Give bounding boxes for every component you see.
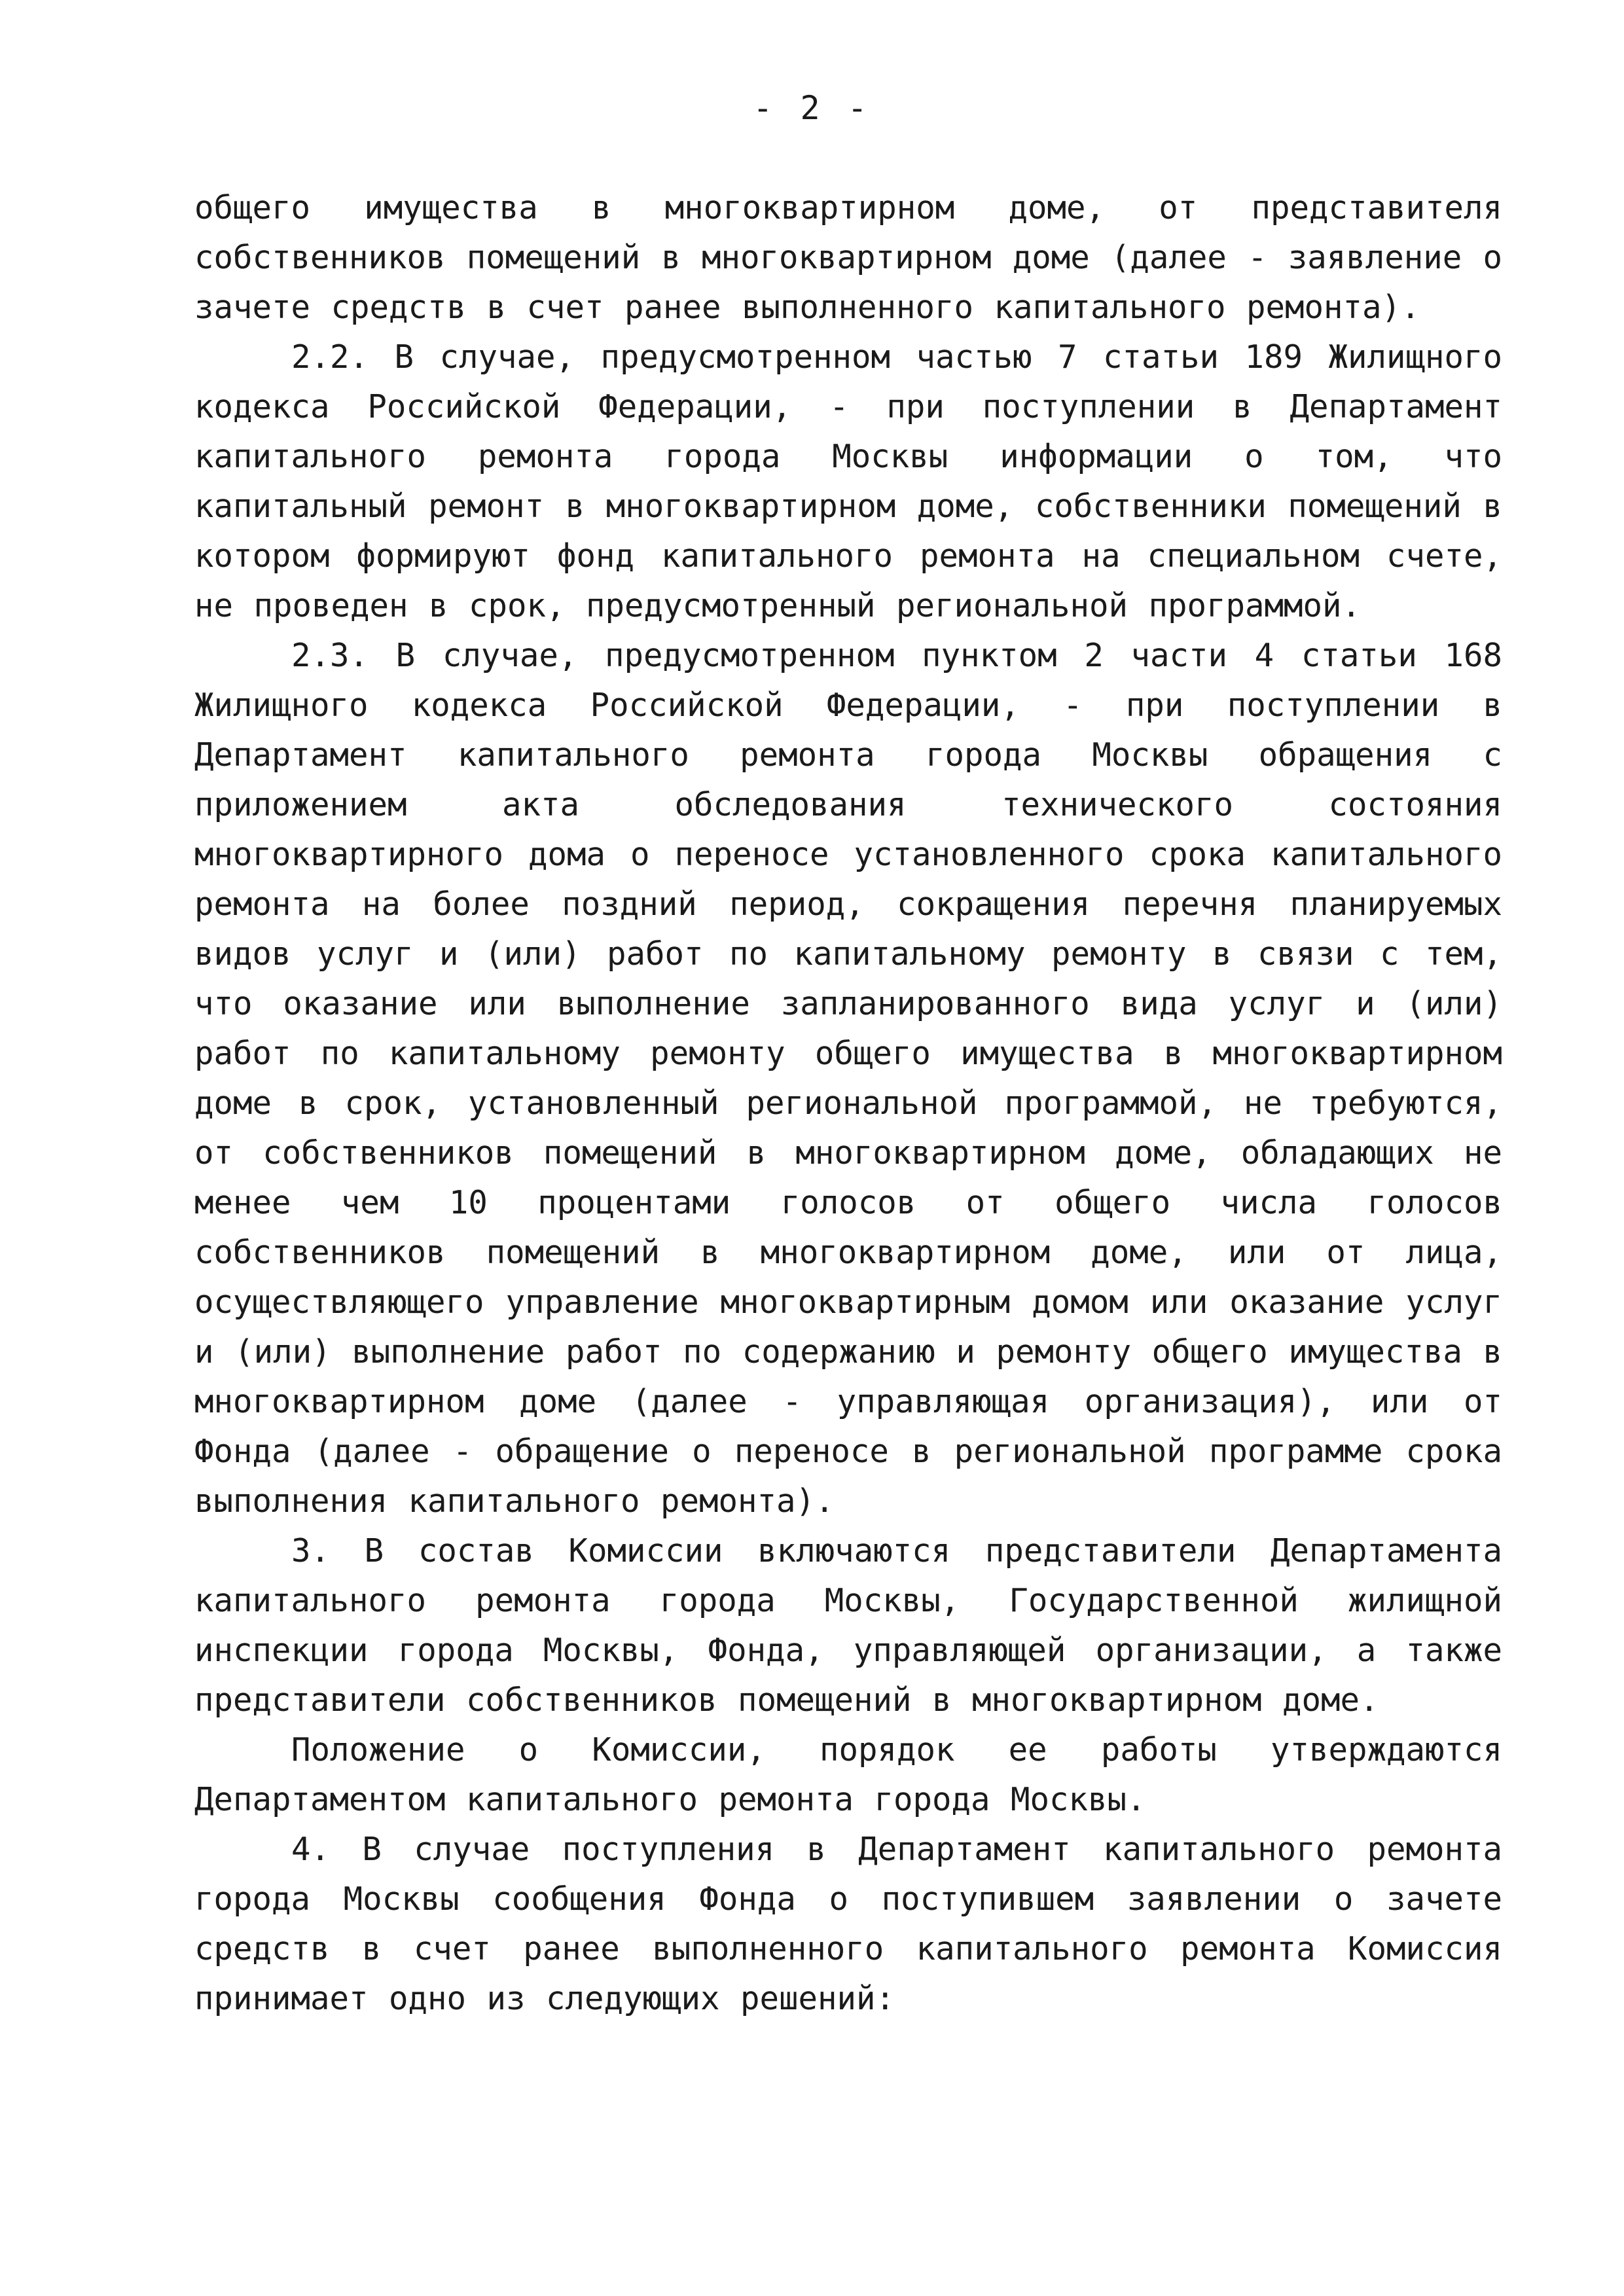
paragraph-2-2: 2.2. В случае, предусмотренном частью 7 статьи 189 Жилищного кодекса Российской Федерации, - при поступлении в Департамент капитального ремонта города Москвы информации о том, что капитальный ремонт в многоквартирном доме, собственники помещений в котором формируют фонд капитального ремонта на специальном счете, не проведен в срок, предусмотренный региональной программой. bbox=[194, 338, 1502, 624]
paragraph-3: 3. В состав Комиссии включаются представители Департамента капитального ремонта города Москвы, Государственной жилищной инспекции города Москвы, Фонда, управляющей организации, а также представители собственников помещений в многоквартирном доме. bbox=[194, 1532, 1502, 1719]
paragraph-2-3: 2.3. В случае, предусмотренном пунктом 2 части 4 статьи 168 Жилищного кодекса Российской Федерации, - при поступлении в Департамент капитального ремонта города Москвы обращения с приложением акта обследования технического состояния многоквартирного дома о переносе установленного срока капитального ремонта на более поздний период, сокращения перечня планируемых видов услуг и (или) работ по капитальному ремонту в связи с тем, что оказание или выполнение запланированного вида услуг и (или) работ по капитальному ремонту общего имущества в многоквартирном доме в срок, установленный региональной программой, не требуются, от собственников помещений в многоквартирном доме, обладающих не менее чем 10 процентами голосов от общего числа голосов собственников помещений в многоквартирном доме, или от лица, осуществляющего управление многоквартирным домом или оказание услуг и (или) выполнение работ по содержанию и ремонту общего имущества в многоквартирном доме (далее - управляющая организация), или от Фонда (далее - обращение о переносе в региональной программе срока выполнения капитального ремонта). bbox=[194, 637, 1502, 1520]
page-number: - 2 - bbox=[753, 89, 871, 127]
paragraph-4: 4. В случае поступления в Департамент капитального ремонта города Москвы сообщения Фонда о поступившем заявлении о зачете средств в счет ранее выполненного капитального ремонта Комиссия принимает одно из следующих решений: bbox=[194, 1831, 1502, 2017]
paragraph-commission-regulation: Положение о Комиссии, порядок ее работы утверждаются Департаментом капитального ремонта города Москвы. bbox=[194, 1731, 1502, 1818]
paragraph-continuation: общего имущества в многоквартирном доме, от представителя собственников помещений в многоквартирном доме (далее - заявление о зачете средств в счет ранее выполненного капитального ремонта). bbox=[194, 189, 1502, 326]
document-body bbox=[194, 183, 1502, 2024]
